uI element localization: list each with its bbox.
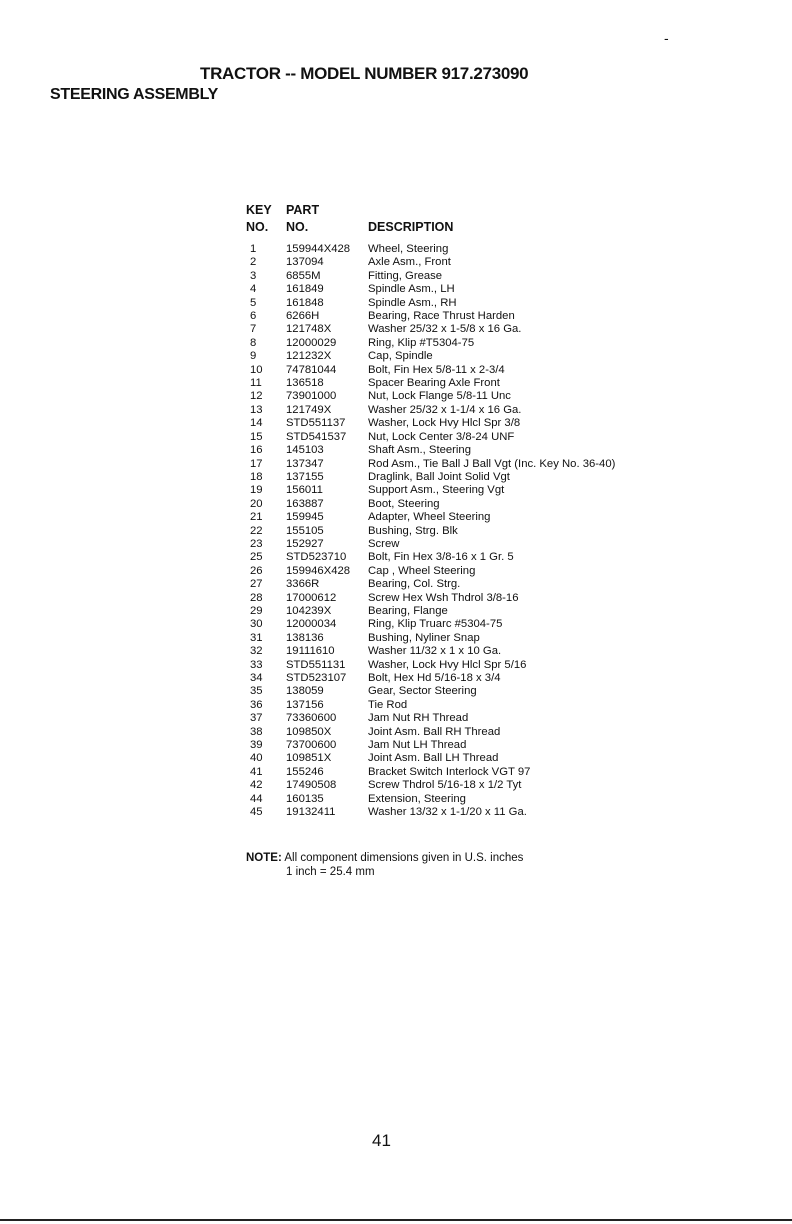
part-description: Joint Asm. Ball LH Thread bbox=[368, 752, 499, 765]
part-number: STD551131 bbox=[286, 658, 346, 671]
table-row bbox=[250, 605, 750, 618]
part-description: Washer 25/32 x 1-1/4 x 16 Ga. bbox=[368, 403, 522, 416]
part-description: Wheel, Steering bbox=[368, 243, 449, 255]
part-description: Bolt, Fin Hex 5/8-11 x 2-3/4 bbox=[368, 363, 505, 376]
note-line-1 bbox=[246, 851, 523, 865]
key-number: 44 bbox=[250, 792, 263, 805]
table-row bbox=[250, 659, 750, 672]
table-row bbox=[250, 498, 750, 511]
part-number: 17000612 bbox=[286, 591, 337, 604]
part-number: 121232X bbox=[286, 350, 332, 363]
key-number: 35 bbox=[250, 685, 263, 698]
part-number: 137155 bbox=[286, 470, 324, 483]
part-number: 155246 bbox=[286, 765, 324, 778]
key-number: 13 bbox=[250, 403, 263, 416]
part-description: Nut, Lock Flange 5/8-11 Unc bbox=[368, 390, 511, 403]
table-row bbox=[250, 377, 750, 390]
part-number: 163887 bbox=[286, 497, 324, 510]
table-row bbox=[250, 511, 750, 524]
part-number: 104239X bbox=[286, 604, 332, 617]
key-number: 23 bbox=[250, 537, 263, 550]
part-number: 17490508 bbox=[286, 779, 337, 792]
part-description: Washer, Lock Hvy Hlcl Spr 5/16 bbox=[368, 658, 527, 671]
key-number: 8 bbox=[250, 336, 257, 349]
part-number: 6266H bbox=[286, 310, 320, 323]
table-row bbox=[250, 337, 750, 350]
key-number: 21 bbox=[250, 511, 263, 524]
part-description: Bearing, Race Thrust Harden bbox=[368, 310, 515, 323]
description-column-header: DESCRIPTION bbox=[368, 220, 454, 234]
table-row bbox=[250, 779, 750, 792]
part-description: Washer 13/32 x 1-1/20 x 11 Ga. bbox=[368, 806, 527, 819]
key-number: 15 bbox=[250, 430, 263, 443]
part-number: STD541537 bbox=[286, 430, 347, 443]
part-description: Bushing, Nyliner Snap bbox=[368, 631, 480, 644]
part-description: Screw Thdrol 5/16-18 x 1/2 Tyt bbox=[368, 779, 522, 792]
part-description: Nut, Lock Center 3/8-24 UNF bbox=[368, 430, 515, 443]
table-row bbox=[250, 283, 750, 296]
part-number: 73700600 bbox=[286, 739, 337, 752]
key-number: 3 bbox=[250, 269, 257, 282]
key-number: 39 bbox=[250, 739, 263, 752]
part-description: Adapter, Wheel Steering bbox=[368, 511, 491, 524]
table-row bbox=[250, 390, 750, 403]
part-description: Joint Asm. Ball RH Thread bbox=[368, 725, 501, 738]
part-column-header-no: NO. bbox=[286, 220, 309, 234]
key-number: 16 bbox=[250, 444, 263, 457]
table-row bbox=[250, 323, 750, 336]
table-row bbox=[250, 578, 750, 591]
key-number: 14 bbox=[250, 417, 263, 430]
key-number: 17 bbox=[250, 457, 263, 470]
table-row bbox=[250, 806, 750, 819]
part-description: Spindle Asm., LH bbox=[368, 283, 455, 296]
part-number: 137094 bbox=[286, 256, 324, 269]
table-row bbox=[250, 726, 750, 739]
table-row bbox=[250, 444, 750, 457]
part-description: Spacer Bearing Axle Front bbox=[368, 377, 500, 390]
part-description: Bearing, Flange bbox=[368, 604, 448, 617]
part-number: 121749X bbox=[286, 403, 332, 416]
table-row bbox=[250, 484, 750, 497]
table-row bbox=[250, 685, 750, 698]
key-number: 11 bbox=[250, 377, 262, 390]
part-description: Jam Nut LH Thread bbox=[368, 739, 467, 752]
table-row bbox=[250, 471, 750, 484]
table-row bbox=[250, 256, 750, 269]
part-number: 121748X bbox=[286, 323, 332, 336]
part-column-header: PART bbox=[286, 203, 320, 217]
part-number: 155105 bbox=[286, 524, 324, 537]
key-number: 36 bbox=[250, 698, 263, 711]
table-row bbox=[250, 538, 750, 551]
key-number: 27 bbox=[250, 578, 263, 591]
key-number: 31 bbox=[250, 631, 263, 644]
table-row bbox=[250, 793, 750, 806]
table-row bbox=[250, 712, 750, 725]
part-description: Washer 11/32 x 1 x 10 Ga. bbox=[368, 645, 502, 658]
key-number: 5 bbox=[250, 296, 257, 309]
key-number: 4 bbox=[250, 283, 257, 296]
table-row bbox=[250, 632, 750, 645]
part-description: Bearing, Col. Strg. bbox=[368, 578, 461, 591]
part-description: Draglink, Ball Joint Solid Vgt bbox=[368, 470, 510, 483]
key-number: 26 bbox=[250, 564, 263, 577]
part-number: STD551137 bbox=[286, 417, 346, 430]
table-row bbox=[250, 525, 750, 538]
part-description: Bracket Switch Interlock VGT 97 bbox=[368, 765, 531, 778]
key-number: 28 bbox=[250, 591, 263, 604]
table-row bbox=[250, 297, 750, 310]
table-row bbox=[250, 404, 750, 417]
table-row bbox=[250, 243, 750, 256]
part-description: Washer 25/32 x 1-5/8 x 16 Ga. bbox=[368, 323, 522, 336]
key-number: 25 bbox=[250, 551, 263, 564]
key-number: 2 bbox=[250, 256, 257, 269]
part-description: Jam Nut RH Thread bbox=[368, 712, 469, 725]
part-number: STD523710 bbox=[286, 551, 347, 564]
part-description: Washer, Lock Hvy Hlcl Spr 3/8 bbox=[368, 417, 521, 430]
note-text: All component dimensions given in U.S. inches bbox=[284, 852, 524, 864]
key-number: 29 bbox=[250, 604, 263, 617]
key-number: 9 bbox=[250, 350, 257, 363]
table-row bbox=[250, 551, 750, 564]
key-column-header: KEY bbox=[246, 203, 272, 217]
table-row bbox=[250, 592, 750, 605]
page-number: 41 bbox=[372, 1131, 391, 1150]
key-number: 20 bbox=[250, 497, 263, 510]
part-description: Bushing, Strg. Blk bbox=[368, 524, 458, 537]
part-number: 109850X bbox=[286, 725, 332, 738]
part-description: Support Asm., Steering Vgt bbox=[368, 484, 505, 497]
part-number: 156011 bbox=[286, 484, 323, 497]
key-number: 10 bbox=[250, 363, 263, 376]
scan-mark: - bbox=[664, 30, 669, 46]
key-number: 19 bbox=[250, 484, 263, 497]
page-title: TRACTOR -- MODEL NUMBER 917.273090 bbox=[200, 64, 529, 83]
key-number: 30 bbox=[250, 618, 263, 631]
key-number: 33 bbox=[250, 658, 263, 671]
table-row bbox=[250, 350, 750, 363]
section-title: STEERING ASSEMBLY bbox=[50, 86, 218, 103]
part-number: 161848 bbox=[286, 296, 324, 309]
part-description: Screw Hex Wsh Thdrol 3/8-16 bbox=[368, 591, 519, 604]
part-number: 160135 bbox=[286, 792, 324, 805]
part-description: Fitting, Grease bbox=[368, 269, 443, 282]
part-number: 74781044 bbox=[286, 363, 337, 376]
note-line-2: 1 inch = 25.4 mm bbox=[286, 866, 375, 878]
key-number: 34 bbox=[250, 672, 263, 684]
part-description: Boot, Steering bbox=[368, 497, 440, 510]
key-number: 42 bbox=[250, 779, 263, 792]
part-number: 136518 bbox=[286, 377, 324, 390]
part-description: Screw bbox=[368, 537, 400, 550]
key-number: 7 bbox=[250, 323, 257, 336]
part-number: 19132411 bbox=[286, 806, 336, 819]
part-number: 137156 bbox=[286, 698, 324, 711]
part-number: 145103 bbox=[286, 444, 324, 457]
key-column-header-no: NO. bbox=[246, 220, 269, 234]
key-number: 37 bbox=[250, 712, 263, 725]
part-description: Bolt, Fin Hex 3/8-16 x 1 Gr. 5 bbox=[368, 551, 514, 564]
part-number: STD523107 bbox=[286, 672, 347, 684]
part-description: Ring, Klip Truarc #5304-75 bbox=[368, 618, 503, 631]
key-number: 32 bbox=[250, 645, 263, 658]
part-number: 152927 bbox=[286, 537, 324, 550]
table-row bbox=[250, 417, 750, 430]
part-description: Ring, Klip #T5304-75 bbox=[368, 336, 475, 349]
note-block bbox=[246, 851, 523, 879]
table-row bbox=[250, 739, 750, 752]
key-number: 41 bbox=[250, 765, 263, 778]
part-description: Shaft Asm., Steering bbox=[368, 444, 471, 457]
part-number: 138059 bbox=[286, 685, 324, 698]
bottom-rule bbox=[0, 1219, 792, 1221]
part-number: 137347 bbox=[286, 457, 324, 470]
part-description: Bolt, Hex Hd 5/16-18 x 3/4 bbox=[368, 672, 501, 684]
table-row bbox=[250, 310, 750, 323]
part-description: Cap, Spindle bbox=[368, 350, 433, 363]
table-row bbox=[250, 752, 750, 765]
table-row bbox=[250, 458, 750, 471]
key-number: 6 bbox=[250, 310, 257, 323]
table-row bbox=[250, 270, 750, 283]
part-description: Tie Rod bbox=[368, 698, 408, 711]
part-description: Gear, Sector Steering bbox=[368, 685, 477, 698]
part-number: 19111610 bbox=[286, 645, 335, 658]
table-row bbox=[250, 699, 750, 712]
part-number: 12000029 bbox=[286, 336, 337, 349]
key-number: 12 bbox=[250, 390, 263, 403]
table-row bbox=[250, 766, 750, 779]
part-number: 12000034 bbox=[286, 618, 337, 631]
key-number: 40 bbox=[250, 752, 263, 765]
key-number: 18 bbox=[250, 470, 263, 483]
part-description: Cap , Wheel Steering bbox=[368, 564, 476, 577]
part-number: 159944X428 bbox=[286, 243, 351, 255]
part-description: Axle Asm., Front bbox=[368, 256, 451, 269]
table-row bbox=[250, 364, 750, 377]
table-row bbox=[250, 645, 750, 658]
part-number: 73360600 bbox=[286, 712, 337, 725]
part-number: 159946X428 bbox=[286, 564, 351, 577]
key-number: 22 bbox=[250, 524, 263, 537]
key-number: 38 bbox=[250, 725, 263, 738]
part-description: Rod Asm., Tie Ball J Ball Vgt (Inc. Key No. 36-40) bbox=[368, 457, 616, 470]
table-row bbox=[250, 565, 750, 578]
key-number: 45 bbox=[250, 806, 263, 819]
part-number: 3366R bbox=[286, 578, 320, 591]
part-number: 161849 bbox=[286, 283, 324, 296]
table-row bbox=[250, 618, 750, 631]
part-number: 6855M bbox=[286, 269, 321, 282]
part-number: 73901000 bbox=[286, 390, 337, 403]
part-number: 109851X bbox=[286, 752, 332, 765]
parts-list bbox=[250, 243, 750, 819]
table-row bbox=[250, 672, 750, 685]
part-number: 159945 bbox=[286, 511, 324, 524]
part-description: Extension, Steering bbox=[368, 792, 466, 805]
part-description: Spindle Asm., RH bbox=[368, 296, 457, 309]
table-row bbox=[250, 431, 750, 444]
key-number: 1 bbox=[250, 243, 257, 255]
note-label: NOTE: bbox=[246, 852, 282, 864]
part-number: 138136 bbox=[286, 631, 324, 644]
